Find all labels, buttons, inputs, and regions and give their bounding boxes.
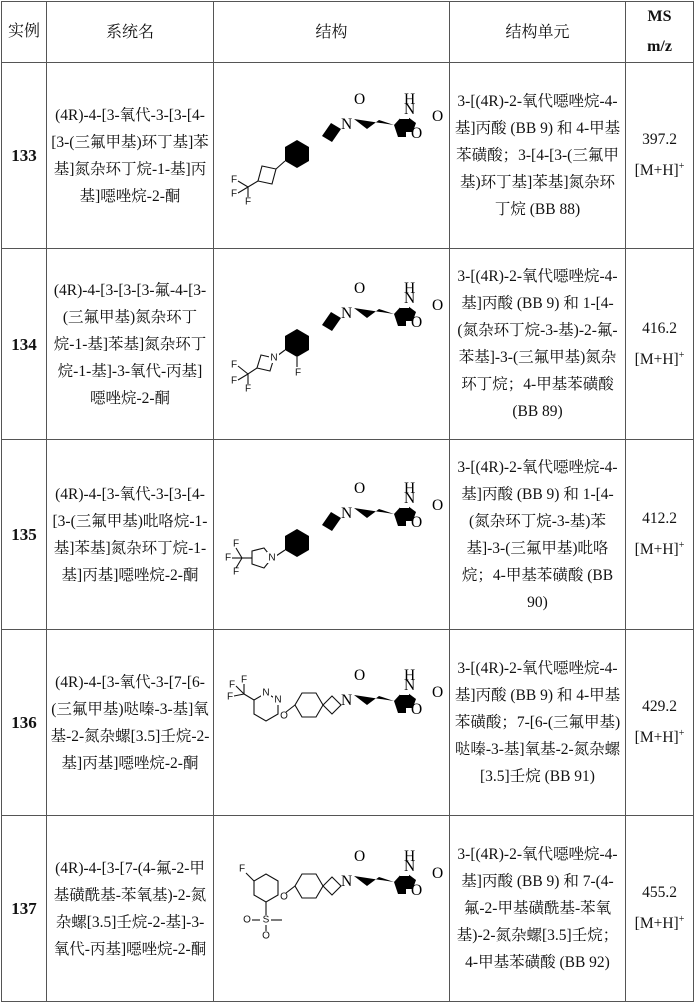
ms-charge: + xyxy=(679,914,685,925)
table-row xyxy=(2,440,694,630)
ms-mz: 397.2 xyxy=(642,131,677,148)
svg-text:F: F xyxy=(241,675,247,686)
svg-text:F: F xyxy=(245,383,251,394)
svg-text:N: N xyxy=(268,553,275,564)
structure-134 xyxy=(214,252,450,437)
svg-text:F: F xyxy=(233,539,239,550)
system-name: (4R)-4-[3-[3-[3-氟-4-[3-(三氟甲基)氮杂环丁烷-1-基]苯基]氮杂环丁烷-1-基]-3-氧代-丙基]噁唑烷-2-酮 xyxy=(47,249,214,440)
example-number: 136 xyxy=(2,630,47,816)
svg-text:N: N xyxy=(274,695,281,706)
ms-ion: [M+H] xyxy=(635,916,679,933)
structure-133 xyxy=(214,63,450,248)
example-number: 134 xyxy=(2,249,47,440)
svg-text:O: O xyxy=(243,915,251,926)
svg-text:F: F xyxy=(231,175,237,186)
ms-mz: 455.2 xyxy=(642,884,677,901)
header-building-blocks: 结构单元 xyxy=(450,2,626,63)
structure-image xyxy=(214,63,450,249)
ms-ion: [M+H] xyxy=(635,542,679,559)
structure-135 xyxy=(214,442,450,627)
structure-image xyxy=(214,630,450,816)
ms-charge: + xyxy=(679,540,685,551)
system-name: (4R)-4-[3-氧代-3-[3-[4-[3-(三氟甲基)吡咯烷-1-基]苯基]氮杂环丁烷-1-基]丙基]噁唑烷-2-酮 xyxy=(47,440,214,630)
ms-ion: [M+H] xyxy=(635,163,679,180)
svg-text:O: O xyxy=(280,711,288,722)
table-header-row xyxy=(2,2,694,63)
svg-text:O: O xyxy=(262,931,270,942)
ms-value xyxy=(626,440,694,630)
table-row xyxy=(2,630,694,816)
svg-text:F: F xyxy=(231,189,237,200)
svg-text:S: S xyxy=(263,915,270,926)
structure-image xyxy=(214,249,450,440)
svg-text:N: N xyxy=(270,352,277,363)
svg-text:F: F xyxy=(245,197,251,208)
ms-mz: 416.2 xyxy=(642,320,677,337)
structure-image xyxy=(214,440,450,630)
system-name: (4R)-4-[3-氧代-3-[3-[4-[3-(三氟甲基)环丁基]苯基]氮杂环丁烷-1-基]丙基]噁唑烷-2-酮 xyxy=(47,63,214,249)
svg-text:F: F xyxy=(239,864,245,875)
header-ms xyxy=(626,2,694,63)
ms-charge: + xyxy=(679,728,685,739)
building-blocks: 3-[(4R)-2-氧代噁唑烷-4-基]丙酸 (BB 9) 和 4-甲基苯磺酸；3-[4-[3-(三氟甲基)环丁基]苯基]氮杂环丁烷 (BB 88) xyxy=(450,63,626,249)
building-blocks: 3-[(4R)-2-氧代噁唑烷-4-基]丙酸 (BB 9) 和 4-甲基苯磺酸；7-[6-(三氟甲基)哒嗪-3-基]氧基-2-氮杂螺[3.5]壬烷 (BB 91) xyxy=(450,630,626,816)
system-name: (4R)-4-[3-[7-(4-氟-2-甲基磺酰基-苯氧基)-2-氮杂螺[3.5]壬烷-2-基]-3-氧代-丙基]噁唑烷-2-酮 xyxy=(47,816,214,1002)
structure-136 xyxy=(214,630,450,815)
building-blocks: 3-[(4R)-2-氧代噁唑烷-4-基]丙酸 (BB 9) 和 1-[4-(氮杂环丁烷-3-基)苯基]-3-(三氟甲基)吡咯烷；4-甲基苯磺酸 (BB 90) xyxy=(450,440,626,630)
header-mz-label: m/z xyxy=(647,38,672,55)
table-row xyxy=(2,249,694,440)
ms-mz: 429.2 xyxy=(642,698,677,715)
table-row xyxy=(2,63,694,249)
svg-text:F: F xyxy=(295,367,301,378)
system-name: (4R)-4-[3-氧代-3-[7-[6-(三氟甲基)哒嗪-3-基]氧基-2-氮杂螺[3.5]壬烷-2-基]丙基]噁唑烷-2-酮 xyxy=(47,630,214,816)
ms-value xyxy=(626,63,694,249)
svg-text:F: F xyxy=(231,359,237,370)
header-system-name: 系统名 xyxy=(47,2,214,63)
ms-ion: [M+H] xyxy=(635,351,679,368)
structure-137 xyxy=(214,816,450,1001)
building-blocks: 3-[(4R)-2-氧代噁唑烷-4-基]丙酸 (BB 9) 和 7-(4-氟-2-甲基磺酰基-苯氧基)-2-氮杂螺[3.5]壬烷；4-甲基苯磺酸 (BB 92) xyxy=(450,816,626,1002)
header-structure: 结构 xyxy=(214,2,450,63)
header-example: 实例 xyxy=(2,2,47,63)
building-blocks: 3-[(4R)-2-氧代噁唑烷-4-基]丙酸 (BB 9) 和 1-[4-(氮杂环丁烷-3-基)-2-氟-苯基]-3-(三氟甲基)氮杂环丁烷；4-甲基苯磺酸 (BB 89) xyxy=(450,249,626,440)
svg-text:F: F xyxy=(231,375,237,386)
svg-text:O: O xyxy=(280,892,288,903)
example-number: 133 xyxy=(2,63,47,249)
svg-text:F: F xyxy=(225,553,231,564)
ms-charge: + xyxy=(679,350,685,361)
svg-text:F: F xyxy=(229,680,235,691)
example-number: 135 xyxy=(2,440,47,630)
ms-value xyxy=(626,249,694,440)
ms-mz: 412.2 xyxy=(642,510,677,527)
structure-image xyxy=(214,816,450,1002)
ms-value xyxy=(626,816,694,1002)
compound-table xyxy=(1,1,694,1002)
ms-ion: [M+H] xyxy=(635,730,679,747)
svg-text:F: F xyxy=(233,567,239,578)
ms-value xyxy=(626,630,694,816)
ms-charge: + xyxy=(679,161,685,172)
svg-text:F: F xyxy=(227,692,233,703)
example-number: 137 xyxy=(2,816,47,1002)
header-ms-label: MS xyxy=(648,8,672,25)
table-row xyxy=(2,816,694,1002)
svg-text:N: N xyxy=(262,688,269,699)
